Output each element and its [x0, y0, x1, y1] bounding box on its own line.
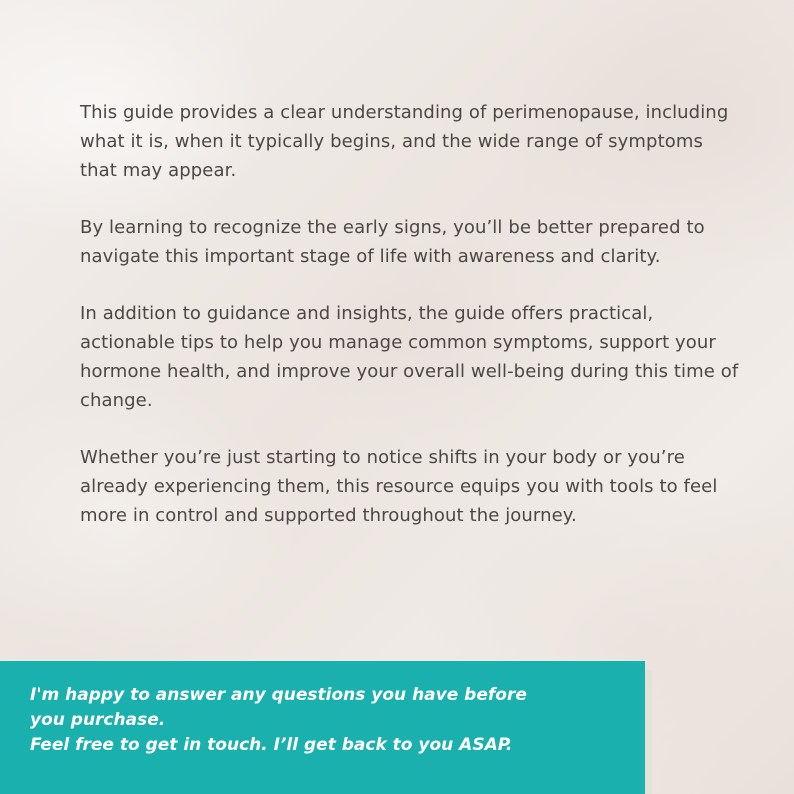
description-text-block	[80, 98, 745, 530]
contact-line-1: I'm happy to answer any questions you have before	[30, 685, 527, 705]
paragraph-early-signs: By learning to recognize the early signs, you’ll be better prepared to navigate this important stage of life with awareness and clarity.	[80, 217, 705, 267]
paragraph-journey: Whether you’re just starting to notice shifts in your body or you’re already experiencing them, this resource equips you with tools to feel more in control and supported throughout the journey.	[80, 447, 718, 526]
paragraph-overview: This guide provides a clear understanding of perimenopause, including what it is, when it typically begins, and the wide range of symptoms that may appear.	[80, 102, 729, 181]
contact-line-2: you purchase.	[30, 710, 166, 730]
paragraph-practical-tips: In addition to guidance and insights, the guide offers practical, actionable tips to help you manage common symptoms, support your hormone health, and improve your overall well-being during this time of change.	[80, 303, 739, 411]
contact-line-3: Feel free to get in touch. I’ll get back to you ASAP.	[30, 735, 513, 755]
contact-banner-text	[30, 683, 630, 758]
